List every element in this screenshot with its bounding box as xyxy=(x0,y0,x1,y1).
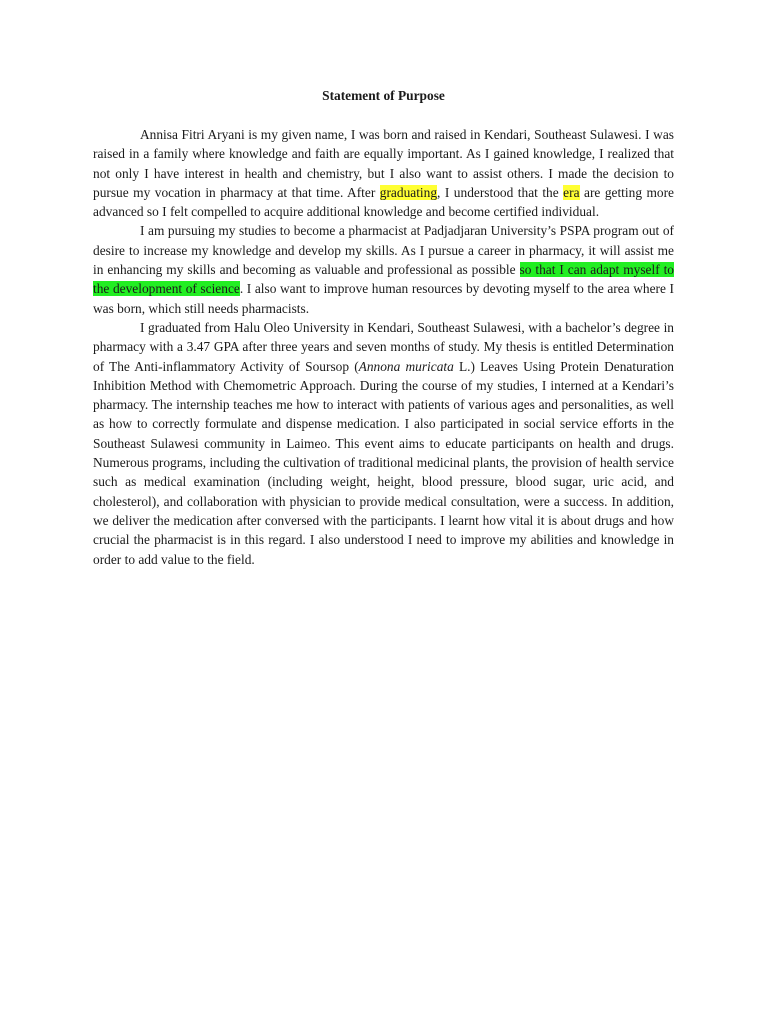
paragraph-background-text-1: I graduated from Halu Oleo University in Kendari, Southeast Sulawesi, with a bachelor’s degree in pharmacy with a 3.47 GPA after three years and seven months of study. My thesis is entitled Determination of The Anti-inflammatory Activity of Soursop ( xyxy=(93,319,674,374)
highlight-adapt-science: so that I can adapt myself to the development of science xyxy=(93,262,674,297)
paragraph-studies xyxy=(93,221,674,317)
highlight-era: era xyxy=(563,184,580,200)
paragraph-intro xyxy=(93,125,674,221)
document-body xyxy=(93,86,674,569)
page-title: Statement of Purpose xyxy=(322,88,445,103)
paragraph-background xyxy=(93,318,674,569)
species-name-italic: Annona muricata xyxy=(358,358,454,374)
paragraph-studies-text-2: . I also want to improve human resources by devoting myself to the area where I was born, which still needs pharmacists. xyxy=(93,281,674,316)
highlight-graduating: graduating xyxy=(379,184,438,200)
paragraph-intro-text-3: are getting more advanced so I felt compelled to acquire additional knowledge and become certified individual. xyxy=(93,184,674,220)
paragraph-background-text-2: L.) Leaves Using Protein Denaturation Inhibition Method with Chemometric Approach. During the course of my studies, I interned at a Kendari’s pharmacy. The internship teaches me how to interact with patients of various ages and personalities, as well as how to correctly formulate and dispense medication. I also participated in social service efforts in the Southeast Sulawesi community in Laimeo. This event aims to educate participants on health and drugs. Numerous programs, including the cultivation of traditional medicinal plants, the provision of health service such as medical examination (including weight, height, blood pressure, blood sugar, uric acid, and cholesterol), and collaboration with physician to provide medical consultation, were a success. In addition, we deliver the medication after conversed with the participants. I learnt how vital it is about drugs and how crucial the pharmacist is in this regard. I also understood I need to improve my abilities and knowledge in order to add value to the field. xyxy=(93,358,675,567)
paragraph-intro-text-2: , I understood that the xyxy=(437,184,564,200)
paragraph-studies-text-1: I am pursuing my studies to become a pharmacist at Padjadjaran University’s PSPA program out of desire to increase my knowledge and develop my skills. As I pursue a career in pharmacy, it will assist me in enhancing my skills and becoming as valuable and professional as possible xyxy=(93,223,674,278)
paragraph-intro-text-1: Annisa Fitri Aryani is my given name, I was born and raised in Kendari, Southeast Sulawesi. I was raised in a family where knowledge and faith are equally important. As I gained knowledge, I realized that not only I have interest in health and chemistry, but I also want to assist others. I made the decision to pursue my vocation in pharmacy at that time. After xyxy=(93,127,674,200)
